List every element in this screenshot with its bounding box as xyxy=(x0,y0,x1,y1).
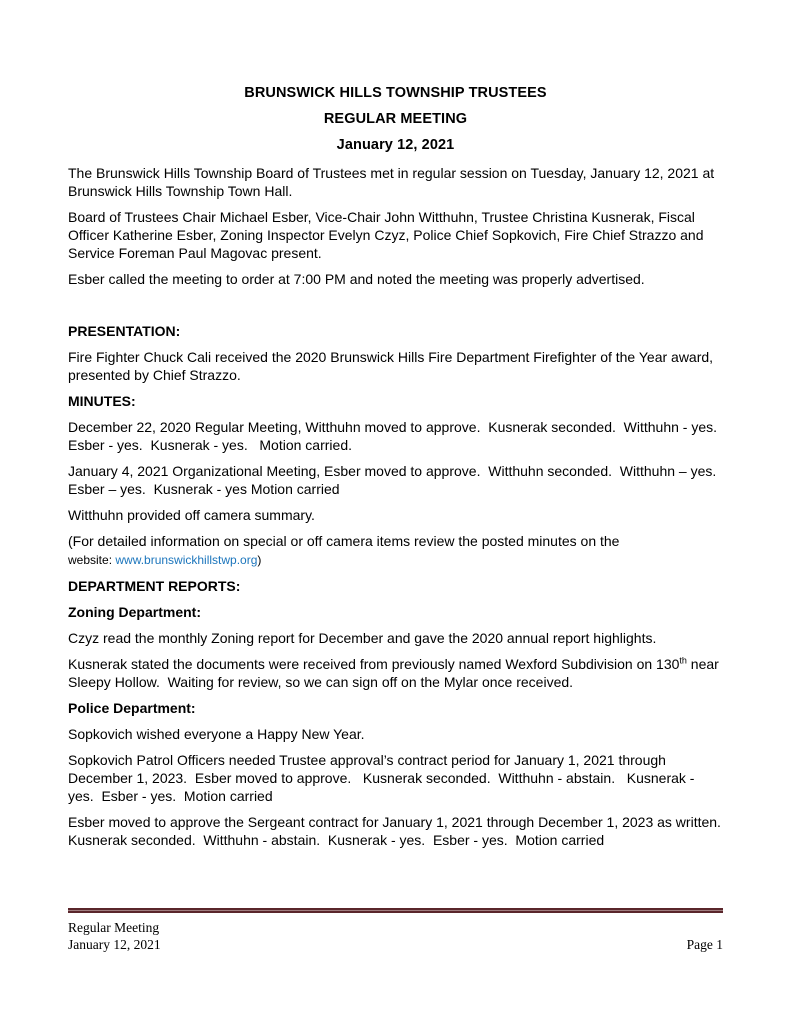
footer-meeting-name: Regular Meeting xyxy=(68,920,160,935)
section-heading-police-department: Police Department: xyxy=(68,700,196,716)
footer-page-number: Page 1 xyxy=(686,937,723,952)
doc-title: BRUNSWICK HILLS TOWNSHIP TRUSTEES xyxy=(244,85,547,101)
paragraph-intro-session: The Brunswick Hills Township Board of Trustees met in regular session on Tuesday, January 12, 2021 at Brunswick Hills Township Town Hall. xyxy=(68,165,719,199)
footer-date: January 12, 2021 xyxy=(68,937,161,952)
paragraph-wexford-subdivision xyxy=(68,655,723,691)
section-heading-presentation: PRESENTATION: xyxy=(68,323,181,339)
footer-left-block xyxy=(68,919,161,953)
wexford-text-part2: near Sleepy Hollow. Waiting for review, so we can sign off on the Mylar once received. xyxy=(68,656,723,690)
doc-date: January 12, 2021 xyxy=(336,137,455,153)
paragraph-website-note xyxy=(68,532,723,569)
doc-meeting-type: REGULAR MEETING xyxy=(323,111,468,127)
paragraph-call-to-order: Esber called the meeting to order at 7:00 PM and noted the meeting was properly advertised. xyxy=(68,271,645,287)
website-note-text: (For detailed information on special or off camera items review the posted minutes on the xyxy=(68,533,620,549)
footer-rule xyxy=(68,908,723,913)
township-website-link[interactable]: www.brunswickhillstwp.org xyxy=(115,553,258,567)
paragraph-minutes-december: December 22, 2020 Regular Meeting, Witthuhn moved to approve. Kusnerak seconded. Witthuhn - yes. Esber - yes. Kusnerak - yes. Motion carried. xyxy=(68,419,725,453)
paragraph-off-camera-summary: Witthuhn provided off camera summary. xyxy=(68,507,315,523)
page-footer xyxy=(68,908,723,953)
ordinal-superscript: th xyxy=(679,655,687,666)
paragraph-sergeant-contract: Esber moved to approve the Sergeant contract for January 1, 2021 through December 1, 2023 as written. Kusnerak seconded. Witthuhn - abstain. Kusnerak - yes. Esber - yes. Motion carried xyxy=(68,814,729,848)
section-heading-department-reports: DEPARTMENT REPORTS: xyxy=(68,578,241,594)
website-label: website: xyxy=(68,553,116,567)
paragraph-minutes-january: January 4, 2021 Organizational Meeting, Esber moved to approve. Witthuhn seconded. Witthuhn – yes. Esber – yes. Kusnerak - yes Motion carried xyxy=(68,463,725,497)
paragraph-police-greeting: Sopkovich wished everyone a Happy New Year. xyxy=(68,726,365,742)
website-note-suffix: ) xyxy=(257,553,262,567)
paragraph-attendees: Board of Trustees Chair Michael Esber, Vice-Chair John Witthuhn, Trustee Christina Kusnerak, Fiscal Officer Katherine Esber, Zoning Inspector Evelyn Czyz, Police Chief Sopkovich, Fire Chief Strazzo and Service Foreman Paul Magovac present. xyxy=(68,209,708,261)
wexford-text-part1: Kusnerak stated the documents were received from previously named Wexford Subdivision on 130 xyxy=(68,656,680,672)
section-heading-zoning-department: Zoning Department: xyxy=(68,604,201,620)
paragraph-zoning-report: Czyz read the monthly Zoning report for December and gave the 2020 annual report highlights. xyxy=(68,630,657,646)
section-heading-minutes: MINUTES: xyxy=(68,393,136,409)
paragraph-presentation: Fire Fighter Chuck Cali received the 2020 Brunswick Hills Fire Department Firefighter of the Year award, presented by Chief Strazzo. xyxy=(68,349,717,383)
blank-line-spacer xyxy=(68,296,723,322)
paragraph-patrol-contract: Sopkovich Patrol Officers needed Trustee approval’s contract period for January 1, 2021 through December 1, 2023. Esber moved to approve. Kusnerak seconded. Witthuhn - abstain. Kusnerak - yes. Esber - yes. Motion carried xyxy=(68,752,699,804)
